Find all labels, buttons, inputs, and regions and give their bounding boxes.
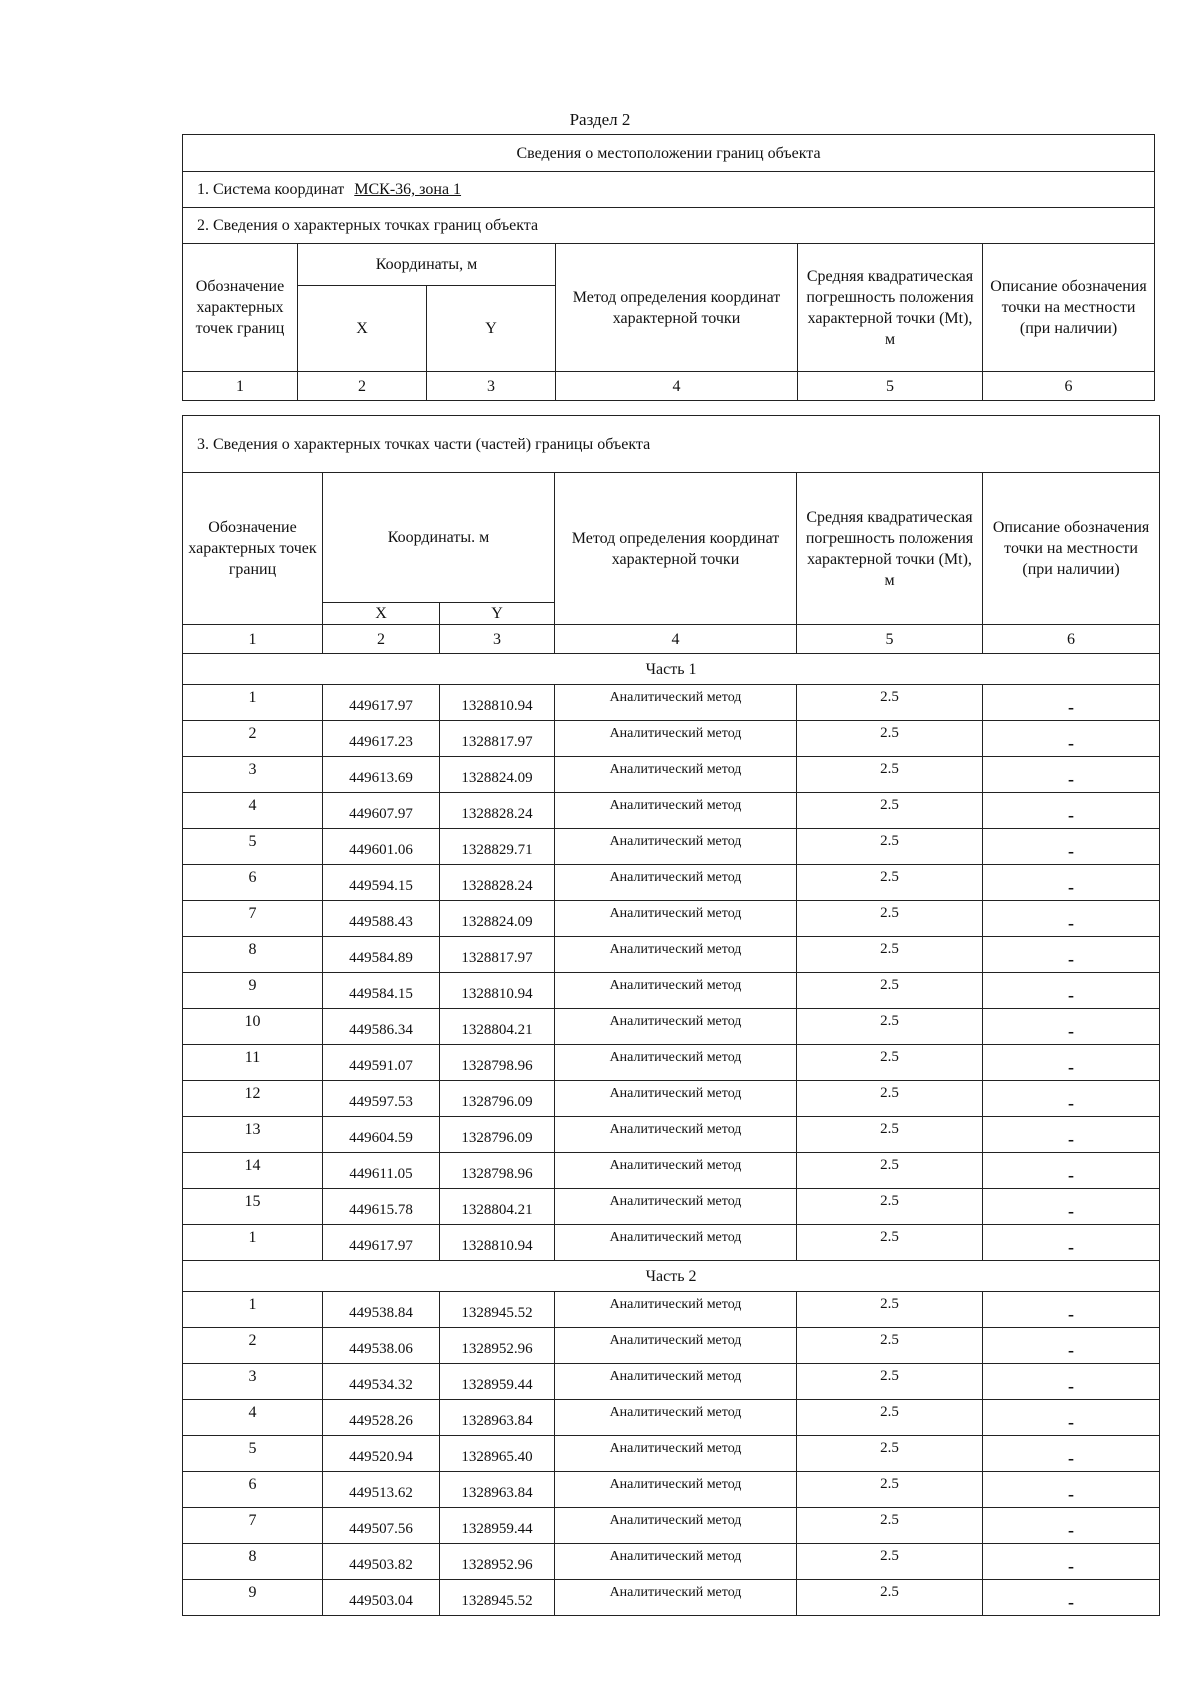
table1-title: Сведения о местоположении границ объекта: [183, 135, 1155, 172]
header-designation: Обозначение характерных точек границ: [183, 244, 298, 372]
col-number: 1: [183, 372, 298, 401]
description-cell: -: [983, 829, 1160, 865]
method-cell: Аналитический метод: [555, 1009, 797, 1045]
coord-x: 449503.04: [323, 1580, 440, 1616]
point-number: 8: [183, 1544, 323, 1580]
description-cell: -: [983, 1544, 1160, 1580]
table-row: [183, 973, 1160, 1009]
coord-y: 1328817.97: [440, 721, 555, 757]
points-title: 2. Сведения о характерных точках границ объекта: [183, 208, 1155, 244]
table-row: [183, 1009, 1160, 1045]
header-description: Описание обозначения точки на местности (при наличии): [983, 473, 1160, 625]
table-row: [183, 1472, 1160, 1508]
method-cell: Аналитический метод: [555, 793, 797, 829]
description-cell: -: [983, 937, 1160, 973]
coord-x: 449534.32: [323, 1364, 440, 1400]
coord-y: 1328959.44: [440, 1508, 555, 1544]
table-row: [183, 865, 1160, 901]
description-cell: -: [983, 757, 1160, 793]
method-cell: Аналитический метод: [555, 1400, 797, 1436]
coord-x: 449597.53: [323, 1081, 440, 1117]
col-number: 6: [983, 625, 1160, 654]
header-error: Средняя квадратическая погрешность положения характерной точки (Mt), м: [797, 473, 983, 625]
coord-x: 449613.69: [323, 757, 440, 793]
table-row: [183, 1292, 1160, 1328]
method-cell: Аналитический метод: [555, 757, 797, 793]
coord-y: 1328810.94: [440, 973, 555, 1009]
table-row: [183, 1400, 1160, 1436]
description-cell: -: [983, 1045, 1160, 1081]
coord-system-row: [183, 172, 1155, 208]
coord-y: 1328804.21: [440, 1189, 555, 1225]
error-cell: 2.5: [797, 1117, 983, 1153]
error-cell: 2.5: [797, 865, 983, 901]
error-cell: 2.5: [797, 937, 983, 973]
col-number: 1: [183, 625, 323, 654]
table-row: [183, 1436, 1160, 1472]
point-number: 6: [183, 865, 323, 901]
method-cell: Аналитический метод: [555, 1472, 797, 1508]
header-description: Описание обозначения точки на местности (при наличии): [983, 244, 1155, 372]
point-number: 9: [183, 1580, 323, 1616]
coord-y: 1328824.09: [440, 757, 555, 793]
error-cell: 2.5: [797, 1081, 983, 1117]
coord-y: 1328824.09: [440, 901, 555, 937]
table-row: [183, 1580, 1160, 1616]
point-number: 10: [183, 1009, 323, 1045]
coord-y: 1328945.52: [440, 1580, 555, 1616]
coord-x: 449528.26: [323, 1400, 440, 1436]
coord-x: 449520.94: [323, 1436, 440, 1472]
col-number: 4: [556, 372, 798, 401]
coord-x: 449617.23: [323, 721, 440, 757]
method-cell: Аналитический метод: [555, 1328, 797, 1364]
error-cell: 2.5: [797, 1400, 983, 1436]
method-cell: Аналитический метод: [555, 1292, 797, 1328]
point-number: 1: [183, 685, 323, 721]
point-number: 11: [183, 1045, 323, 1081]
description-cell: -: [983, 1328, 1160, 1364]
method-cell: Аналитический метод: [555, 1117, 797, 1153]
error-cell: 2.5: [797, 1544, 983, 1580]
method-cell: Аналитический метод: [555, 1436, 797, 1472]
point-number: 7: [183, 901, 323, 937]
method-cell: Аналитический метод: [555, 973, 797, 1009]
coord-x: 449538.06: [323, 1328, 440, 1364]
point-number: 9: [183, 973, 323, 1009]
point-number: 1: [183, 1225, 323, 1261]
part-label: Часть 1: [183, 654, 1160, 685]
table-row: [183, 1153, 1160, 1189]
coord-x: 449607.97: [323, 793, 440, 829]
description-cell: -: [983, 1436, 1160, 1472]
description-cell: -: [983, 685, 1160, 721]
coord-y: 1328810.94: [440, 685, 555, 721]
error-cell: 2.5: [797, 1364, 983, 1400]
error-cell: 2.5: [797, 793, 983, 829]
point-number: 8: [183, 937, 323, 973]
coord-y: 1328828.24: [440, 865, 555, 901]
part-header-row: [183, 654, 1160, 685]
point-number: 3: [183, 1364, 323, 1400]
col-number: 2: [298, 372, 427, 401]
table-row: [183, 829, 1160, 865]
part-points-table: [182, 415, 1160, 1616]
coord-y: 1328952.96: [440, 1544, 555, 1580]
header-coords: Координаты, м: [298, 244, 556, 286]
description-cell: -: [983, 1472, 1160, 1508]
col-number: 2: [323, 625, 440, 654]
coord-y: 1328959.44: [440, 1364, 555, 1400]
header-designation: Обозначение характерных точек границ: [183, 473, 323, 625]
coord-y: 1328798.96: [440, 1153, 555, 1189]
error-cell: 2.5: [797, 1225, 983, 1261]
error-cell: 2.5: [797, 1153, 983, 1189]
description-cell: -: [983, 901, 1160, 937]
table-row: [183, 793, 1160, 829]
col-number: 3: [440, 625, 555, 654]
description-cell: -: [983, 1189, 1160, 1225]
error-cell: 2.5: [797, 1045, 983, 1081]
header-method: Метод определения координат характерной точки: [555, 473, 797, 625]
method-cell: Аналитический метод: [555, 901, 797, 937]
part-header-row: [183, 1261, 1160, 1292]
part-label: Часть 2: [183, 1261, 1160, 1292]
coord-y: 1328952.96: [440, 1328, 555, 1364]
error-cell: 2.5: [797, 973, 983, 1009]
point-number: 15: [183, 1189, 323, 1225]
coord-x: 449507.56: [323, 1508, 440, 1544]
method-cell: Аналитический метод: [555, 685, 797, 721]
header-method: Метод определения координат характерной точки: [556, 244, 798, 372]
error-cell: 2.5: [797, 1508, 983, 1544]
description-cell: -: [983, 1400, 1160, 1436]
error-cell: 2.5: [797, 901, 983, 937]
table-row: [183, 1081, 1160, 1117]
coord-x: 449538.84: [323, 1292, 440, 1328]
description-cell: -: [983, 1580, 1160, 1616]
header-x: X: [298, 286, 427, 372]
description-cell: -: [983, 1153, 1160, 1189]
error-cell: 2.5: [797, 1328, 983, 1364]
coord-x: 449611.05: [323, 1153, 440, 1189]
description-cell: -: [983, 973, 1160, 1009]
point-number: 4: [183, 1400, 323, 1436]
col-number: 6: [983, 372, 1155, 401]
method-cell: Аналитический метод: [555, 865, 797, 901]
point-number: 12: [183, 1081, 323, 1117]
description-cell: -: [983, 1009, 1160, 1045]
method-cell: Аналитический метод: [555, 1153, 797, 1189]
point-number: 3: [183, 757, 323, 793]
table-row: [183, 685, 1160, 721]
table-row: [183, 1045, 1160, 1081]
description-cell: -: [983, 1225, 1160, 1261]
coord-y: 1328963.84: [440, 1400, 555, 1436]
header-y: Y: [440, 603, 555, 625]
point-number: 13: [183, 1117, 323, 1153]
coord-x: 449584.89: [323, 937, 440, 973]
point-number: 6: [183, 1472, 323, 1508]
coord-x: 449617.97: [323, 1225, 440, 1261]
error-cell: 2.5: [797, 1189, 983, 1225]
coord-x: 449586.34: [323, 1009, 440, 1045]
coord-x: 449604.59: [323, 1117, 440, 1153]
method-cell: Аналитический метод: [555, 1189, 797, 1225]
header-coords: Координаты. м: [323, 473, 555, 603]
point-number: 5: [183, 829, 323, 865]
coord-system-value: МСК-36, зона 1: [354, 181, 462, 198]
coord-y: 1328965.40: [440, 1436, 555, 1472]
coord-x: 449588.43: [323, 901, 440, 937]
error-cell: 2.5: [797, 1580, 983, 1616]
description-cell: -: [983, 1292, 1160, 1328]
error-cell: 2.5: [797, 1292, 983, 1328]
coord-x: 449601.06: [323, 829, 440, 865]
coord-y: 1328798.96: [440, 1045, 555, 1081]
col-number: 3: [427, 372, 556, 401]
coord-x: 449617.97: [323, 685, 440, 721]
header-x: X: [323, 603, 440, 625]
point-number: 1: [183, 1292, 323, 1328]
coord-y: 1328804.21: [440, 1009, 555, 1045]
table-row: [183, 901, 1160, 937]
point-number: 2: [183, 721, 323, 757]
point-number: 4: [183, 793, 323, 829]
method-cell: Аналитический метод: [555, 721, 797, 757]
method-cell: Аналитический метод: [555, 1045, 797, 1081]
col-number: 5: [797, 625, 983, 654]
description-cell: -: [983, 721, 1160, 757]
boundary-location-table: [182, 134, 1155, 401]
coord-y: 1328963.84: [440, 1472, 555, 1508]
coord-y: 1328810.94: [440, 1225, 555, 1261]
description-cell: -: [983, 1117, 1160, 1153]
method-cell: Аналитический метод: [555, 1544, 797, 1580]
description-cell: -: [983, 793, 1160, 829]
error-cell: 2.5: [797, 829, 983, 865]
table-row: [183, 1544, 1160, 1580]
description-cell: -: [983, 1508, 1160, 1544]
description-cell: -: [983, 1364, 1160, 1400]
description-cell: -: [983, 865, 1160, 901]
coord-y: 1328828.24: [440, 793, 555, 829]
coord-y: 1328829.71: [440, 829, 555, 865]
coord-y: 1328796.09: [440, 1081, 555, 1117]
coord-x: 449594.15: [323, 865, 440, 901]
header-error: Средняя квадратическая погрешность положения характерной точки (Mt), м: [798, 244, 983, 372]
table-row: [183, 1364, 1160, 1400]
method-cell: Аналитический метод: [555, 937, 797, 973]
col-number: 5: [798, 372, 983, 401]
coord-y: 1328817.97: [440, 937, 555, 973]
point-number: 14: [183, 1153, 323, 1189]
table-row: [183, 937, 1160, 973]
coord-x: 449503.82: [323, 1544, 440, 1580]
table-row: [183, 757, 1160, 793]
method-cell: Аналитический метод: [555, 1081, 797, 1117]
coord-y: 1328945.52: [440, 1292, 555, 1328]
error-cell: 2.5: [797, 757, 983, 793]
table-row: [183, 1225, 1160, 1261]
point-number: 7: [183, 1508, 323, 1544]
table-row: [183, 1117, 1160, 1153]
coord-system-label: 1. Система координат: [197, 181, 345, 198]
coord-x: 449615.78: [323, 1189, 440, 1225]
error-cell: 2.5: [797, 1472, 983, 1508]
method-cell: Аналитический метод: [555, 1508, 797, 1544]
description-cell: -: [983, 1081, 1160, 1117]
table-row: [183, 721, 1160, 757]
col-number: 4: [555, 625, 797, 654]
error-cell: 2.5: [797, 1436, 983, 1472]
error-cell: 2.5: [797, 721, 983, 757]
coord-x: 449513.62: [323, 1472, 440, 1508]
point-number: 5: [183, 1436, 323, 1472]
method-cell: Аналитический метод: [555, 1225, 797, 1261]
section-title: Раздел 2: [569, 110, 631, 129]
point-number: 2: [183, 1328, 323, 1364]
method-cell: Аналитический метод: [555, 829, 797, 865]
method-cell: Аналитический метод: [555, 1580, 797, 1616]
coord-y: 1328796.09: [440, 1117, 555, 1153]
table-row: [183, 1189, 1160, 1225]
coord-x: 449591.07: [323, 1045, 440, 1081]
header-y: Y: [427, 286, 556, 372]
table-row: [183, 1508, 1160, 1544]
error-cell: 2.5: [797, 685, 983, 721]
method-cell: Аналитический метод: [555, 1364, 797, 1400]
coord-x: 449584.15: [323, 973, 440, 1009]
table2-title: 3. Сведения о характерных точках части (частей) границы объекта: [183, 416, 1160, 473]
error-cell: 2.5: [797, 1009, 983, 1045]
table-row: [183, 1328, 1160, 1364]
